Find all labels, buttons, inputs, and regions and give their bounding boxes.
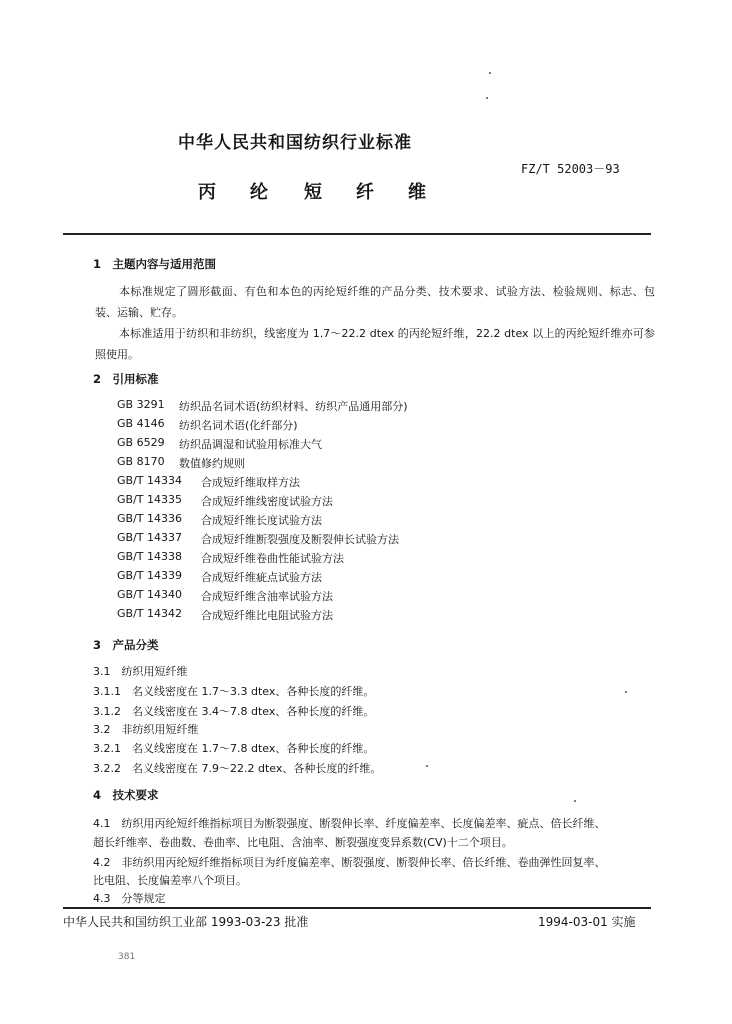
reference-item xyxy=(117,417,408,436)
reference-item xyxy=(117,493,408,512)
clause-4-1-line-2: 超长纤维率、卷曲数、卷曲率、比电阻、含油率、断裂强度变异系数(CV)十二个项目。 xyxy=(93,836,513,849)
reference-title: 纺织名词术语(化纤部分) xyxy=(179,419,298,432)
reference-list xyxy=(117,398,408,626)
reference-item xyxy=(117,474,408,493)
standard-body-title: 中华人民共和国纺织行业标准 xyxy=(178,133,412,153)
section-1-heading: 1 主题内容与适用范围 xyxy=(93,257,217,271)
clause-4-1-line-1: 4.1 纺织用丙纶短纤维指标项目为断裂强度、断裂伸长率、纤度偏差率、长度偏差率、疵点、倍长纤维、 xyxy=(93,817,606,830)
reference-item xyxy=(117,607,408,626)
document-title-char: 丙 xyxy=(198,182,216,203)
reference-code: GB/T 14334 xyxy=(117,474,182,487)
section-3-heading: 3 产品分类 xyxy=(93,638,159,652)
approval-line: 中华人民共和国纺织工业部 1993-03-23 批准 xyxy=(63,915,309,929)
reference-title: 合成短纤维含油率试验方法 xyxy=(201,590,333,603)
reference-item xyxy=(117,588,408,607)
reference-code: GB 3291 xyxy=(117,398,165,411)
clause-3-1-1: 3.1.1 名义线密度在 1.7～3.3 dtex、各种长度的纤维。 xyxy=(93,685,375,698)
clause-3-2-2: 3.2.2 名义线密度在 7.9～22.2 dtex、各种长度的纤维。 xyxy=(93,762,382,775)
clause-4-2-line-1: 4.2 非纺织用丙纶短纤维指标项目为纤度偏差率、断裂强度、断裂伸长率、倍长纤维、卷曲弹性回复率、 xyxy=(93,856,606,869)
standard-code: FZ/T 52003－93 xyxy=(521,162,620,176)
section-4-heading: 4 技术要求 xyxy=(93,788,159,802)
reference-code: GB 8170 xyxy=(117,455,165,468)
reference-code: GB/T 14336 xyxy=(117,512,182,525)
section-1-paragraph-1: 本标准规定了圆形截面、有色和本色的丙纶短纤维的产品分类、技术要求、试验方法、检验规则、标志、包装、运输、贮存。 xyxy=(95,285,655,319)
reference-code: GB/T 14338 xyxy=(117,550,182,563)
reference-title: 数值修约规则 xyxy=(179,457,245,470)
reference-title: 合成短纤维疵点试验方法 xyxy=(201,571,322,584)
reference-item xyxy=(117,436,408,455)
document-title-char: 纶 xyxy=(250,182,268,203)
reference-code: GB/T 14339 xyxy=(117,569,182,582)
clause-3-1-2: 3.1.2 名义线密度在 3.4～7.8 dtex、各种长度的纤维。 xyxy=(93,705,375,718)
section-2-heading: 2 引用标准 xyxy=(93,372,159,386)
reference-title: 合成短纤维比电阻试验方法 xyxy=(201,609,333,622)
reference-item xyxy=(117,531,408,550)
reference-title: 合成短纤维卷曲性能试验方法 xyxy=(201,552,344,565)
clause-3-2: 3.2 非纺织用短纤维 xyxy=(93,723,199,736)
implementation-date: 1994-03-01 实施 xyxy=(538,915,636,929)
page-number: 381 xyxy=(118,952,136,962)
scan-speck xyxy=(574,800,576,802)
reference-title: 合成短纤维断裂强度及断裂伸长试验方法 xyxy=(201,533,399,546)
reference-title: 合成短纤维长度试验方法 xyxy=(201,514,322,527)
clause-3-1: 3.1 纺织用短纤维 xyxy=(93,665,188,678)
document-title-char: 纤 xyxy=(356,182,374,203)
reference-item xyxy=(117,512,408,531)
document-title-char: 维 xyxy=(408,182,426,203)
reference-title: 合成短纤维线密度试验方法 xyxy=(201,495,333,508)
footer-rule xyxy=(63,907,651,909)
reference-item xyxy=(117,455,408,474)
reference-code: GB/T 14335 xyxy=(117,493,182,506)
clause-4-3: 4.3 分等规定 xyxy=(93,892,166,905)
reference-code: GB/T 14337 xyxy=(117,531,182,544)
reference-code: GB 6529 xyxy=(117,436,165,449)
section-1-paragraph-2: 本标准适用于纺织和非纺织，线密度为 1.7～22.2 dtex 的丙纶短纤维，22.2 dtex 以上的丙纶短纤维亦可参照使用。 xyxy=(95,327,655,361)
reference-item xyxy=(117,550,408,569)
header-rule xyxy=(63,233,651,235)
reference-item xyxy=(117,398,408,417)
scan-speck xyxy=(489,72,491,74)
scan-speck xyxy=(426,765,428,767)
clause-3-2-1: 3.2.1 名义线密度在 1.7～7.8 dtex、各种长度的纤维。 xyxy=(93,742,375,755)
reference-title: 合成短纤维取样方法 xyxy=(201,476,300,489)
reference-code: GB/T 14342 xyxy=(117,607,182,620)
reference-title: 纺织品名词术语(纺织材料、纺织产品通用部分) xyxy=(179,400,408,413)
reference-item xyxy=(117,569,408,588)
reference-code: GB 4146 xyxy=(117,417,165,430)
reference-code: GB/T 14340 xyxy=(117,588,182,601)
scan-speck xyxy=(486,97,488,99)
clause-4-2-line-2: 比电阻、长度偏差率八个项目。 xyxy=(93,874,247,887)
scan-speck xyxy=(625,691,627,693)
reference-title: 纺织品调湿和试验用标准大气 xyxy=(179,438,322,451)
document-title-char: 短 xyxy=(304,182,322,203)
